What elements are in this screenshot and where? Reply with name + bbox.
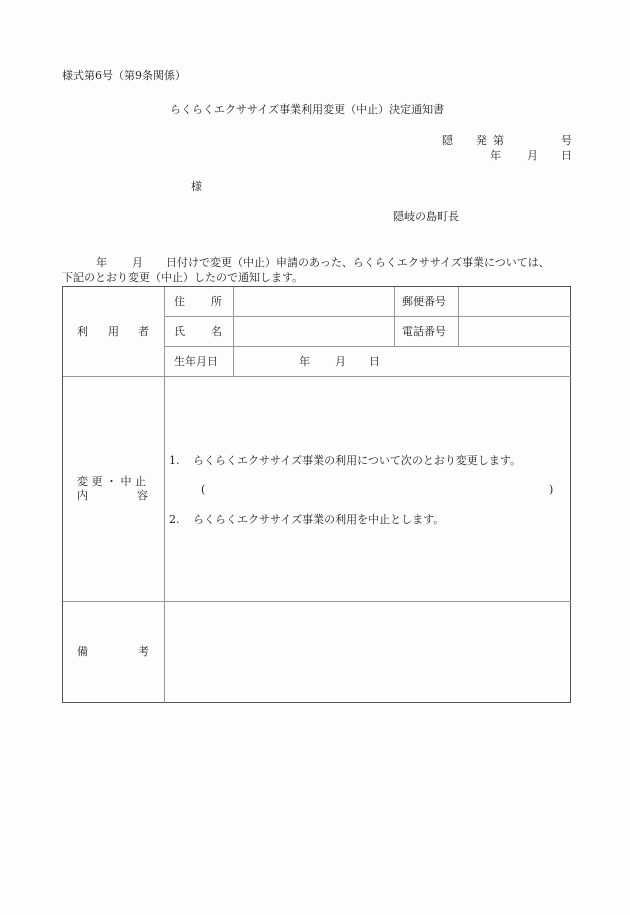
issuer: 隠岐の島町長: [393, 210, 459, 223]
document-title: らくらくエクササイズ事業利用変更（中止）決定通知書: [170, 103, 445, 116]
option-2-text: らくらくエクササイズ事業の利用を中止とします。: [193, 513, 445, 526]
name-label-c1: 氏: [174, 325, 185, 338]
postal-code-input[interactable]: [460, 288, 570, 315]
user-label-c1: 利: [77, 325, 88, 338]
change-label-line2b: 容: [137, 489, 148, 502]
doc-number-mid: 発: [476, 134, 487, 147]
postal-code-label: 郵便番号: [402, 295, 446, 308]
option-1-text: らくらくエクササイズ事業の利用について次のとおり変更します。: [193, 454, 522, 467]
doc-number-dai: 第: [493, 134, 504, 147]
paren-close: ): [549, 483, 554, 496]
addressee-suffix: 様: [191, 180, 202, 193]
change-details-input[interactable]: [213, 480, 543, 498]
date-month: 月: [527, 149, 538, 162]
option-2-number: 2.: [169, 513, 180, 526]
remarks-input[interactable]: [166, 603, 570, 702]
remarks-label-c1: 備: [77, 645, 88, 658]
birth-month: 月: [335, 355, 346, 368]
name-label-c2: 名: [211, 325, 222, 338]
paren-open: (: [201, 483, 206, 496]
birth-year: 年: [299, 355, 310, 368]
change-label-line1: 変 更 ・ 中 止: [77, 475, 146, 488]
user-label-c3: 者: [138, 325, 149, 338]
date-year: 年: [490, 149, 501, 162]
date-day: 日: [561, 149, 572, 162]
change-label-line2a: 内: [77, 489, 88, 502]
form-number: 様式第6号（第9条関係）: [62, 69, 186, 82]
user-label-c2: 用: [108, 325, 119, 338]
birth-day: 日: [369, 355, 380, 368]
address-input[interactable]: [235, 288, 393, 315]
phone-label: 電話番号: [402, 325, 446, 338]
body-month: 月: [132, 256, 143, 269]
address-label-c2: 所: [211, 295, 222, 308]
body-line2-text: 下記のとおり変更（中止）したので通知します。: [62, 271, 304, 284]
name-input[interactable]: [235, 318, 393, 345]
remarks-label-c2: 考: [138, 645, 149, 658]
notice-table: [62, 286, 571, 703]
doc-number-suffix: 号: [561, 134, 572, 147]
address-label-c1: 住: [174, 295, 185, 308]
phone-input[interactable]: [460, 318, 570, 345]
body-year: 年: [96, 256, 107, 269]
option-1-number: 1.: [169, 454, 180, 467]
body-line1-text: 日付けで変更（中止）申請のあった、らくらくエクササイズ事業については、: [166, 256, 550, 269]
doc-number-prefix: 隠: [442, 134, 453, 147]
birth-date-label: 生年月日: [174, 355, 218, 368]
